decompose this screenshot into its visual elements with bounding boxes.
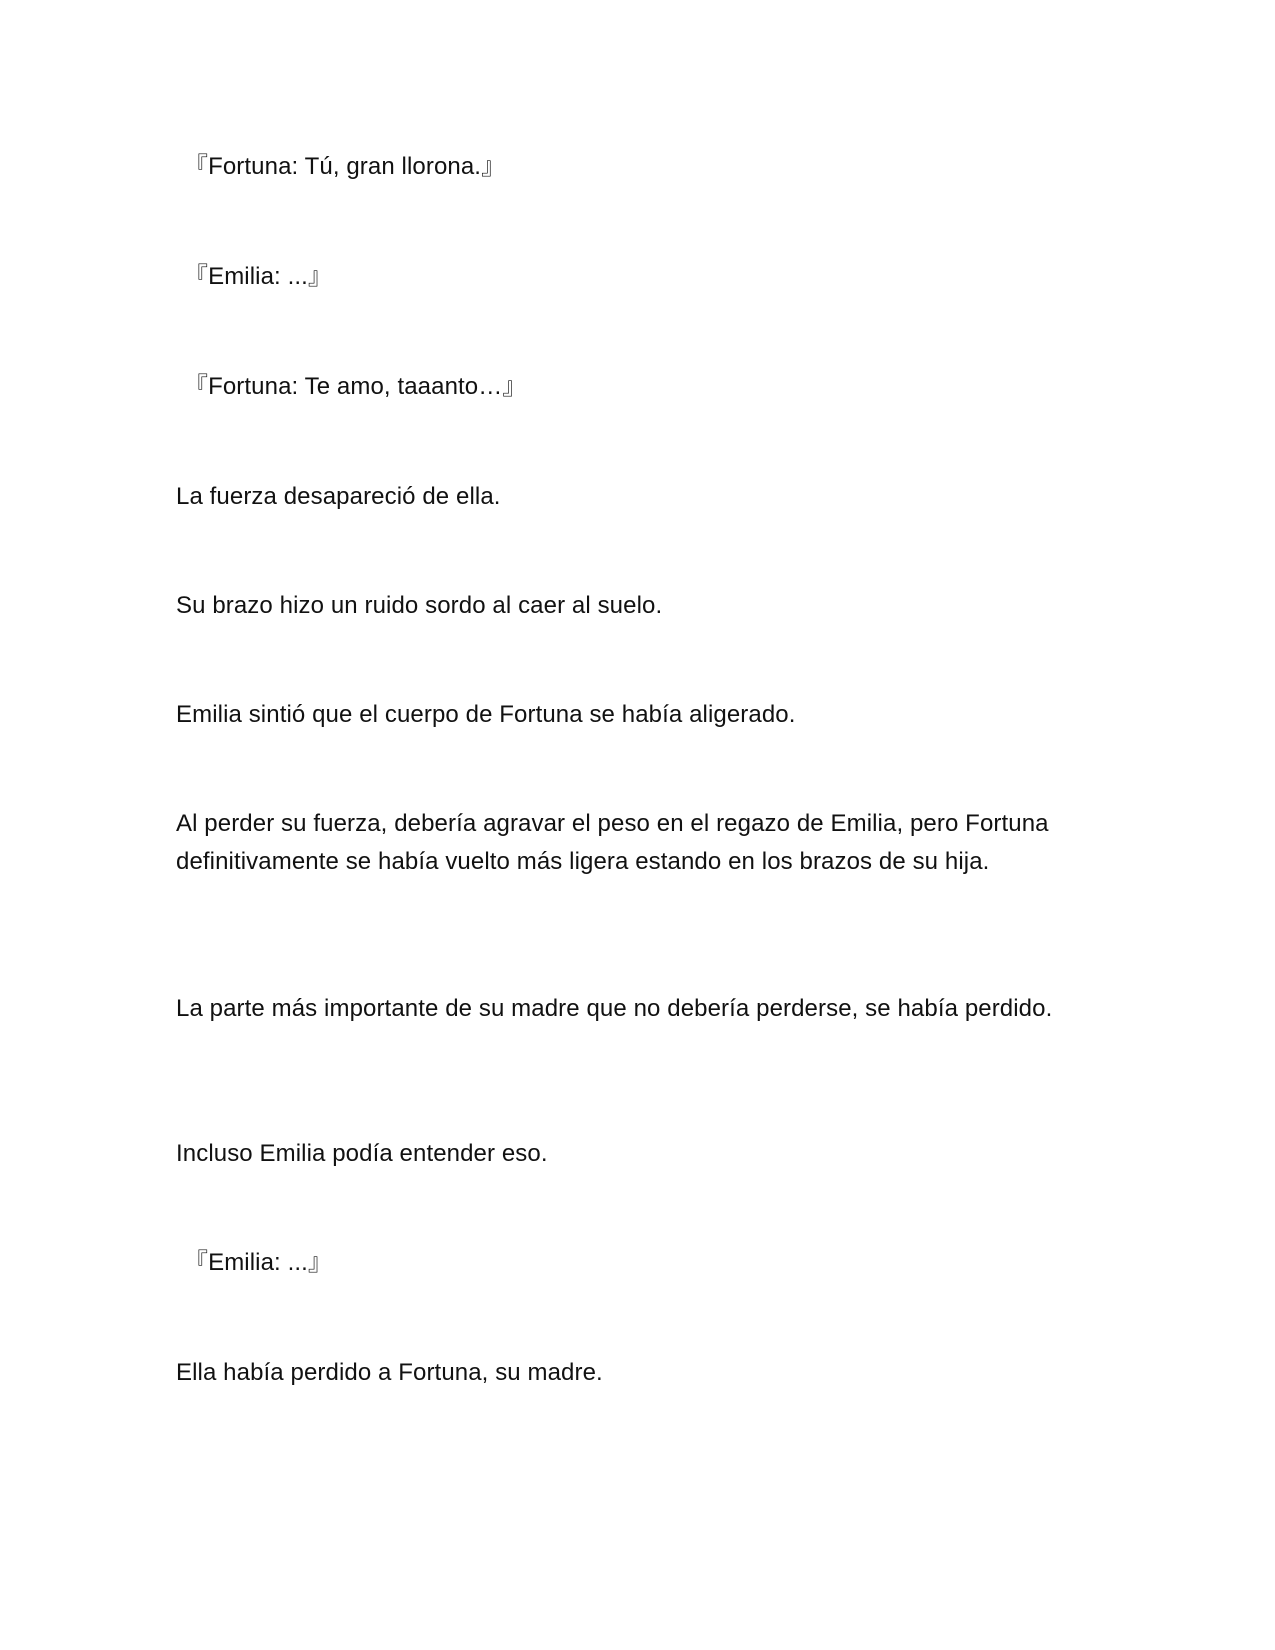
dialogue-line-fortuna: 『Fortuna: Tú, gran llorona.』 bbox=[184, 153, 506, 180]
narration-paragraph: Su brazo hizo un ruido sordo al caer al suelo. bbox=[176, 592, 663, 619]
dialogue-line-fortuna: 『Fortuna: Te amo, taaanto…』 bbox=[184, 373, 527, 400]
narration-paragraph: Emilia sintió que el cuerpo de Fortuna se había aligerado. bbox=[176, 701, 796, 728]
dialogue-line-emilia: 『Emilia: ...』 bbox=[184, 1249, 332, 1276]
narration-paragraph: Incluso Emilia podía entender eso. bbox=[176, 1140, 548, 1167]
narration-paragraph: La parte más importante de su madre que no debería perderse, se había perdido. bbox=[176, 995, 1053, 1022]
narration-paragraph: Ella había perdido a Fortuna, su madre. bbox=[176, 1359, 603, 1386]
narration-paragraph: La fuerza desapareció de ella. bbox=[176, 483, 501, 510]
dialogue-line-emilia: 『Emilia: ...』 bbox=[184, 263, 332, 290]
narration-paragraph: Al perder su fuerza, debería agravar el peso en el regazo de Emilia, pero Fortuna definitivamente se había vuelto más ligera estando en los brazos de su hija. bbox=[176, 810, 1049, 875]
